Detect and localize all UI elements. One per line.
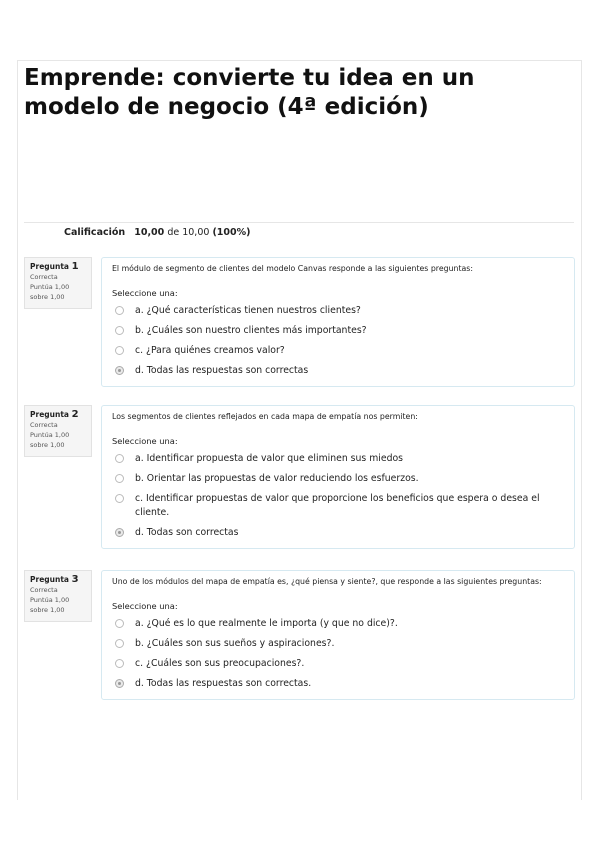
answer-option[interactable] (112, 304, 564, 318)
grade-label: Calificación (64, 227, 126, 238)
answer-option[interactable] (112, 452, 564, 466)
answer-option-label: a. ¿Qué es lo que realmente le importa (y que no dice)?. (135, 618, 398, 629)
answer-option[interactable] (112, 637, 564, 651)
answer-option-label: a. ¿Qué características tienen nuestros clientes? (135, 305, 361, 316)
answer-option-label: d. Todas las respuestas son correctas (135, 365, 309, 376)
radio-button[interactable] (115, 659, 124, 668)
radio-button[interactable] (115, 346, 124, 355)
question-number: Pregunta 3 (30, 574, 79, 585)
answer-option-label: b. Orientar las propuestas de valor reduciendo los esfuerzos. (135, 473, 419, 484)
answer-option-label: d. Todas las respuestas son correctas. (135, 678, 312, 689)
radio-button[interactable] (115, 494, 124, 503)
question-score-max: sobre 1,00 (30, 293, 65, 301)
radio-button-selected[interactable] (115, 679, 124, 688)
page-title: Emprende: convierte tu idea en un modelo de negocio (4ª edición) (24, 65, 475, 120)
answer-option[interactable] (112, 657, 564, 671)
answer-option[interactable] (112, 677, 564, 691)
divider (24, 222, 574, 223)
answer-option[interactable] (112, 324, 564, 338)
answer-prompt: Seleccione una: (112, 436, 178, 446)
question-score-max: sobre 1,00 (30, 441, 65, 449)
question-info (24, 570, 92, 622)
question-number: Pregunta 1 (30, 261, 79, 272)
answer-option[interactable] (112, 364, 564, 378)
answer-option-label: c. ¿Para quiénes creamos valor? (135, 345, 285, 356)
question-content (101, 257, 575, 387)
grade-of: de 10,00 (167, 227, 210, 238)
radio-button[interactable] (115, 306, 124, 315)
question-state: Correcta (30, 586, 58, 594)
radio-button[interactable] (115, 639, 124, 648)
question-score: Puntúa 1,00 (30, 431, 70, 439)
answer-option[interactable] (112, 344, 564, 358)
question-score: Puntúa 1,00 (30, 596, 70, 604)
radio-button-selected[interactable] (115, 366, 124, 375)
answer-prompt: Seleccione una: (112, 288, 178, 298)
grade-percent: (100%) (212, 227, 251, 238)
answer-option-label: b. ¿Cuáles son nuestro clientes más importantes? (135, 325, 367, 336)
question-content (101, 570, 575, 700)
radio-button-selected[interactable] (115, 528, 124, 537)
answer-option-label: d. Todas son correctas (135, 527, 239, 538)
answer-option[interactable] (112, 492, 564, 520)
question-state: Correcta (30, 273, 58, 281)
question-info (24, 405, 92, 457)
question-state: Correcta (30, 421, 58, 429)
radio-button[interactable] (115, 619, 124, 628)
answer-option-label: a. Identificar propuesta de valor que eliminen sus miedos (135, 453, 403, 464)
answer-option[interactable] (112, 526, 564, 540)
question-info (24, 257, 92, 309)
radio-button[interactable] (115, 326, 124, 335)
answer-option-label: c. Identificar propuestas de valor que proporcione los beneficios que espera o desea el cliente. (135, 493, 540, 518)
question-content (101, 405, 575, 549)
question-score-max: sobre 1,00 (30, 606, 65, 614)
question-number: Pregunta 2 (30, 409, 79, 420)
grade-value: 10,00 (134, 227, 165, 238)
answer-prompt: Seleccione una: (112, 601, 178, 611)
question-score: Puntúa 1,00 (30, 283, 70, 291)
answer-option[interactable] (112, 472, 564, 486)
radio-button[interactable] (115, 454, 124, 463)
grade-summary (64, 227, 250, 238)
question-text: Uno de los módulos del mapa de empatía es, ¿qué piensa y siente?, que responde a las siguientes preguntas: (112, 577, 542, 586)
answer-option[interactable] (112, 617, 564, 631)
radio-button[interactable] (115, 474, 124, 483)
answer-option-label: b. ¿Cuáles son sus sueños y aspiraciones?. (135, 638, 335, 649)
question-text: Los segmentos de clientes reflejados en cada mapa de empatía nos permiten: (112, 412, 418, 421)
question-text: El módulo de segmento de clientes del modelo Canvas responde a las siguientes preguntas: (112, 264, 473, 273)
answer-option-label: c. ¿Cuáles son sus preocupaciones?. (135, 658, 305, 669)
